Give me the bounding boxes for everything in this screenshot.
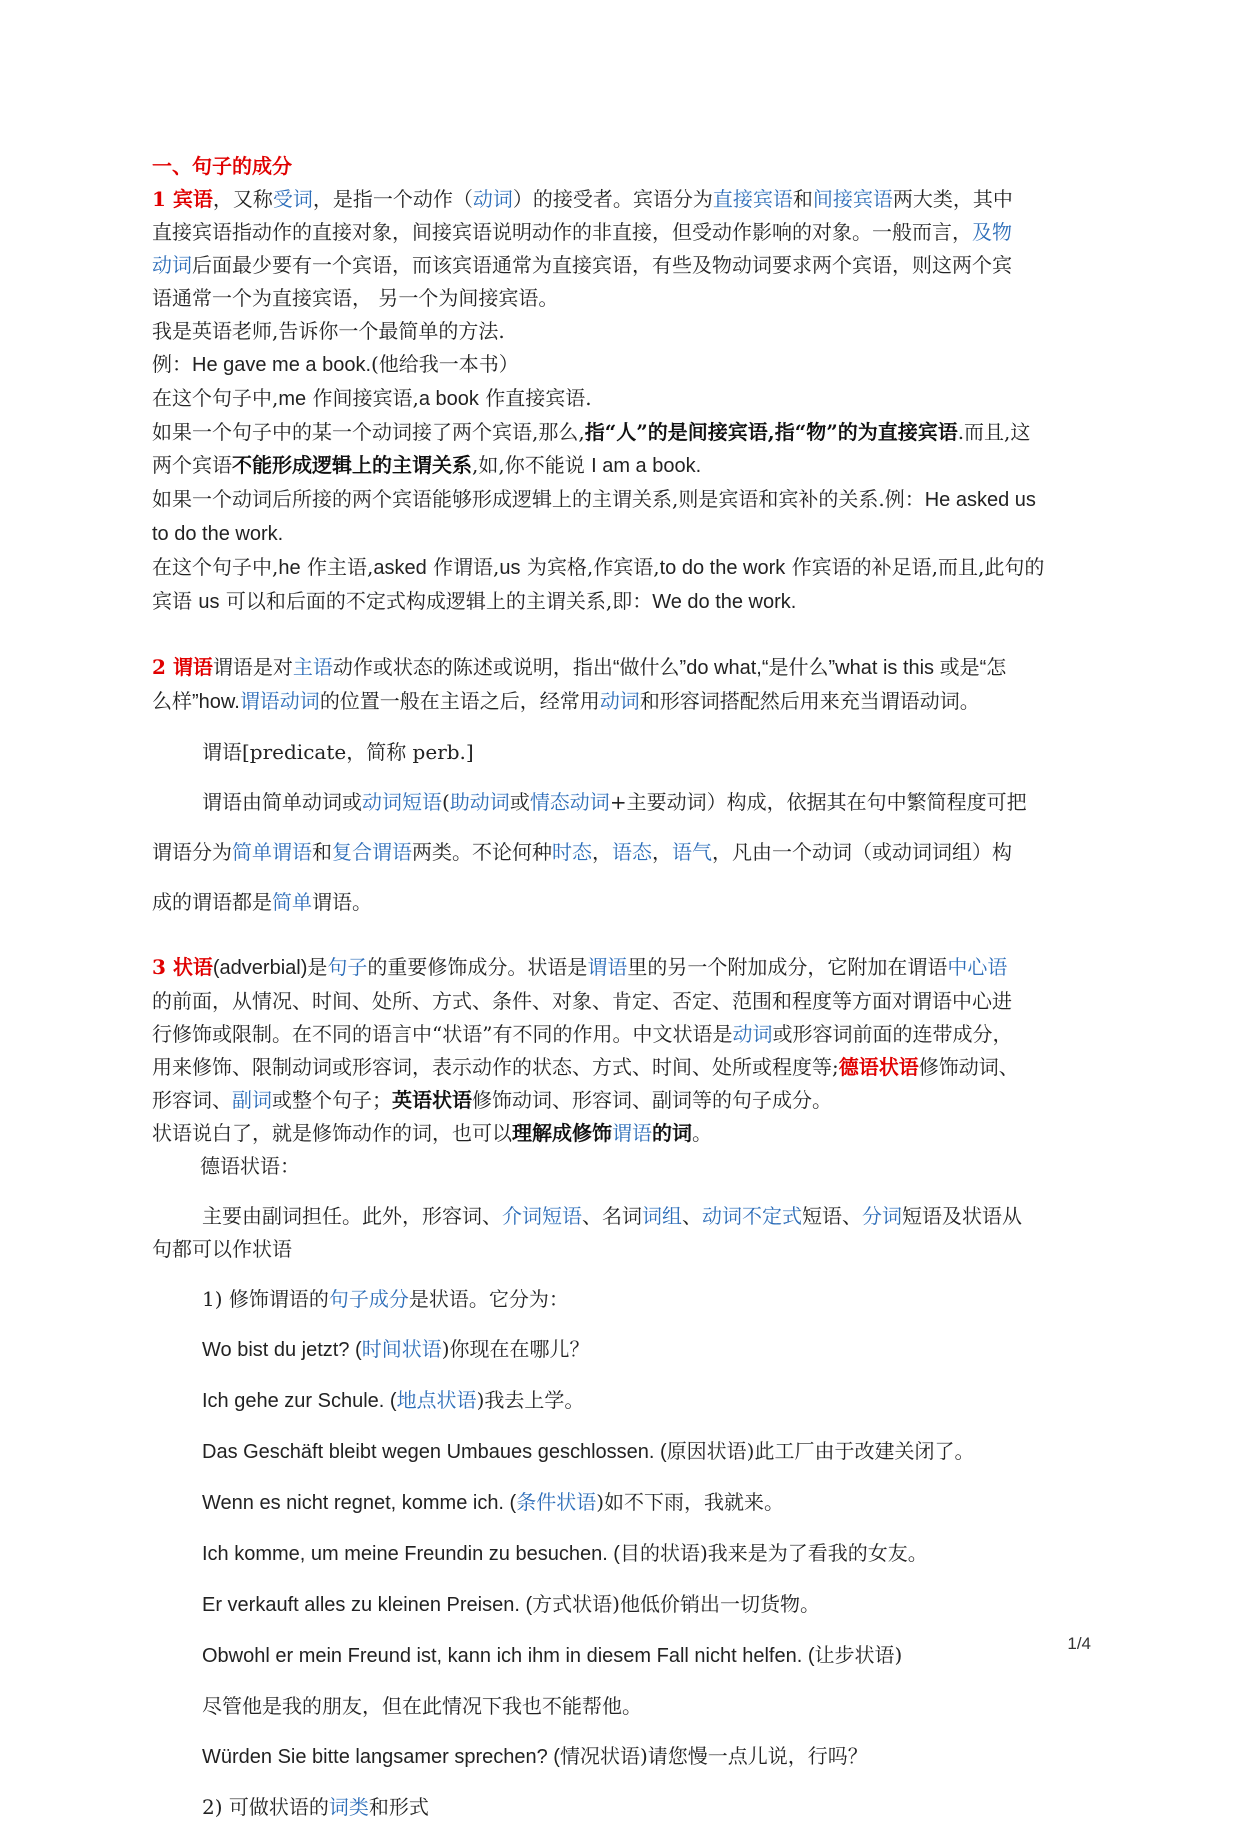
link-term[interactable]: 主语 [292,655,333,679]
text-span: 和形容词搭配然后用来充当谓语动词。 [639,689,980,713]
line-gap [152,719,1092,736]
link-term[interactable]: 地点状语 [396,1388,477,1412]
link-term[interactable]: 句子成分 [328,1287,409,1311]
link-term[interactable]: 条件状语 [516,1490,597,1514]
link-term[interactable]: 复合谓语 [332,840,412,864]
text-span: 或形容词前面的连带成分， [772,1022,1013,1046]
text-line [152,282,1092,315]
link-term[interactable]: 副词 [232,1088,272,1112]
link-term[interactable]: 谓语动词 [239,689,320,713]
text-span: ， [592,840,612,864]
text-span: 和 [312,840,332,864]
text-span: 两类。不论何种 [412,840,552,864]
text-line [152,551,1092,585]
text-span: 形容词、 [152,1088,232,1112]
text-span: 用来修饰、限制动词或形容词，表示动作的状态、方式、时间、处所或程度等; [152,1055,839,1079]
link-term[interactable]: 语气 [672,840,712,864]
link-term[interactable]: 词组 [642,1204,682,1228]
text-span: +主要动词）构成，依据其在句中繁简程度可把 [609,790,1027,814]
link-term[interactable]: 动词 [152,253,192,277]
link-term[interactable]: 情态动词 [529,790,610,814]
text-span: 直接宾语指动作的直接对象，间接宾语说明动作的非直接，但受动作影响的对象。一般而言， [152,220,972,244]
text-line [152,1384,1092,1418]
text-span: ,如,你不能说 [472,453,592,477]
text-span: 谓语分为 [152,840,232,864]
text-span: 作主语, [300,555,374,579]
text-span: me [278,388,307,410]
text-span: 的位置一般在主语之后，经常用 [319,689,600,713]
text-span: 谓语是对 [212,655,293,679]
text-span: 德语状语： [200,1154,300,1178]
link-term[interactable]: 词类 [328,1795,369,1819]
text-span: Wenn es nicht regnet, komme ich. ( [202,1492,517,1514]
text-span: .而且,这 [957,420,1031,444]
link-term[interactable]: 简单谓语 [232,840,312,864]
line-gap [152,1183,1092,1200]
text-line [152,1283,1092,1316]
text-line [152,416,1092,449]
text-line [152,651,1092,685]
text-span: ( [442,790,450,814]
text-span: 为宾格,作宾语, [520,555,660,579]
text-span: I am a book. [591,455,702,477]
text-span: )你现在在哪儿？ [441,1337,590,1361]
text-span: 里的另一个附加成分，它附加在谓语 [627,955,948,979]
line-gap [152,769,1092,786]
text-span: 短语及状语从 [902,1204,1022,1228]
text-line [152,985,1092,1018]
text-line [152,315,1092,348]
text-line [152,951,1092,985]
paragraph-gap [152,619,1092,651]
text-line [152,1018,1092,1051]
text-span: 如果一个动词后所接的两个宾语能够形成逻辑上的主谓关系,则是宾语和宾补的关系.例： [152,487,925,511]
text-span: (他给我一本书） [371,352,519,376]
text-span: 后面最少要有一个宾语，而该宾语通常为直接宾语，有些及物动词要求两个宾语，则这两个宾 [192,253,1012,277]
text-span: 、 [682,1204,702,1228]
line-gap [152,1723,1092,1740]
text-line [152,449,1092,483]
text-line [152,1486,1092,1520]
text-span: (adverbial) [212,957,308,979]
text-span: to do the work [659,557,786,579]
text-span: 理解成修饰 [512,1121,612,1145]
text-line [152,886,1092,919]
text-span: 让步状语) [814,1643,903,1667]
text-line [152,685,1092,719]
text-line [152,1150,1092,1183]
link-term[interactable]: 助动词 [449,790,510,814]
text-line [152,1740,1092,1774]
document-body [152,150,1092,1824]
text-line [152,1791,1092,1824]
text-span: a book [418,388,479,410]
text-line [152,1084,1092,1117]
line-gap [152,1367,1092,1384]
line-gap [152,1316,1092,1333]
line-gap [152,1469,1092,1486]
link-term[interactable]: 动词不定式 [702,1204,802,1228]
text-line [152,1117,1092,1150]
link-term[interactable]: 受词 [272,187,313,211]
text-span: ， [652,840,672,864]
text-span: )我去上学。 [476,1388,585,1412]
text-span: 尽管他是我的朋友，但在此情况下我也不能帮他。 [202,1694,642,1718]
link-term[interactable]: 分词 [862,1204,902,1228]
text-line [152,1588,1092,1622]
link-term[interactable]: 直接宾语 [712,187,793,211]
line-gap [152,1520,1092,1537]
text-line [152,1333,1092,1367]
link-term[interactable]: 简单 [272,890,312,914]
text-span: He asked us [924,489,1036,511]
link-term[interactable]: 语态 [612,840,652,864]
text-span: 谓语由简单动词或 [202,790,362,814]
link-term[interactable]: 时间状语 [361,1337,442,1361]
text-line [152,1051,1092,1084]
text-span: 两大类，其中 [892,187,1013,211]
text-span: 指“人”的是间接宾语,指“物”的为直接宾语 [584,420,958,444]
text-span: asked [373,557,427,579]
text-line [152,382,1092,416]
text-span: Würden Sie bitte langsamer sprechen? ( [202,1746,560,1768]
text-span: 状语说白了，就是修饰动作的词，也可以 [152,1121,512,1145]
text-span: 短语、 [802,1204,862,1228]
text-span: 是 [307,955,328,979]
text-line [152,1233,1092,1266]
text-line [152,1537,1092,1571]
section-heading: 德语状语 [838,1055,919,1079]
section-heading: 3 状语 [152,955,213,979]
text-span: ，又称 [212,187,273,211]
text-line [152,216,1092,249]
paragraph-gap [152,919,1092,951]
line-gap [152,869,1092,886]
text-line [152,585,1092,619]
text-span: Wo bist du jetzt? ( [202,1339,362,1361]
text-span: He gave me a book. [192,354,371,376]
text-span: 目的状语)我来是为了看我的女友。 [619,1541,928,1565]
text-line [152,483,1092,517]
text-span: 。 [692,1121,712,1145]
line-gap [152,1622,1092,1639]
text-span: 作宾语的补足语,而且,此句的 [785,555,1045,579]
text-span: 的前面，从情况、时间、处所、方式、条件、对象、肯定、否定、范围和程度等方面对谓语中心进 [152,989,1012,1013]
text-span: 或整个句子； [272,1088,392,1112]
text-span: to do the work. [152,523,284,545]
section-heading: 一、句子的成分 [152,154,292,178]
link-term[interactable]: 时态 [552,840,592,864]
text-span: Das Geschäft bleibt wegen Umbaues geschlossen. ( [202,1441,667,1463]
text-span: 2) 可做状语的 [202,1795,329,1819]
text-line [152,1435,1092,1469]
text-line [152,1200,1092,1233]
link-term[interactable]: 动词短语 [362,790,442,814]
text-span: ）的接受者。宾语分为 [512,187,713,211]
section-heading: 1 宾语 [152,187,213,211]
text-span: 语通常一个为直接宾语， 另一个为间接宾语。 [152,286,559,310]
text-span: ，凡由一个动词（或动词词组）构 [712,840,1012,864]
line-gap [152,1774,1092,1791]
link-term[interactable]: 动词 [732,1022,773,1046]
line-gap [152,1571,1092,1588]
text-span: 作间接宾语, [306,386,419,410]
text-line [152,1639,1092,1673]
text-span: ，是指一个动作（ [312,187,473,211]
link-term[interactable]: 间接宾语 [812,187,893,211]
link-term[interactable]: 动词 [472,187,513,211]
text-span: Ich komme, um meine Freundin zu besuchen. ( [202,1543,620,1565]
text-line [152,348,1092,382]
line-gap [152,1266,1092,1283]
text-span: 主要由副词担任。此外，形容词、 [202,1204,502,1228]
text-span: 的词 [652,1121,692,1145]
text-span: 我是英语老师,告诉你一个最简单的方法. [152,319,505,343]
text-span: 情况状语)请您慢一点儿说，行吗？ [559,1744,868,1768]
link-term[interactable]: 及物 [972,220,1012,244]
text-span: 如果一个句子中的某一个动词接了两个宾语,那么, [152,420,585,444]
text-line [152,183,1092,216]
text-span: 方式状语)他低价销出一切货物。 [532,1592,820,1616]
text-span: 指出“做什么”do what,“是什么”what is this 或是“怎 [572,657,1007,679]
text-line [152,1690,1092,1723]
section-heading: 2 谓语 [152,655,213,679]
text-span: 么样”how. [152,691,240,713]
text-span: 修饰动词、 [918,1055,1019,1079]
link-term[interactable]: 介词短语 [502,1204,582,1228]
page-number: 1/4 [1067,1634,1091,1653]
text-span: 谓语[predicate，简称 perb.] [202,740,474,764]
text-span: 和形式 [368,1795,429,1819]
text-span: 宾语 [152,589,199,613]
text-span: 例： [152,352,192,376]
line-gap [152,1673,1092,1690]
text-line [152,150,1092,183]
text-line [152,786,1092,819]
text-line [152,517,1092,551]
text-span: he [278,557,301,579]
text-span: 谓语。 [312,890,372,914]
text-span: Obwohl er mein Freund ist, kann ich ihm in diesem Fall nicht helfen. ( [202,1645,815,1667]
text-span: 不能形成逻辑上的主谓关系 [232,453,472,477]
text-span: 和 [792,187,813,211]
text-span: 修饰动词、形容词、副词等的句子成分。 [472,1088,832,1112]
link-term[interactable]: 动词 [599,689,640,713]
text-line [152,249,1092,282]
text-span: 成的谓语都是 [152,890,272,914]
text-span: 作直接宾语. [478,386,592,410]
text-span: 、名词 [582,1204,642,1228]
text-span: 在这个句子中, [152,386,279,410]
text-span: We do the work. [652,591,797,613]
text-span: 在这个句子中, [152,555,279,579]
text-span: 可以和后面的不定式构成逻辑上的主谓关系,即： [219,589,653,613]
text-span: us [198,591,220,613]
text-span: 原因状语)此工厂由于改建关闭了。 [666,1439,975,1463]
text-span: Ich gehe zur Schule. ( [202,1390,397,1412]
text-span: 或 [509,790,530,814]
text-span: 1) 修饰谓语的 [202,1287,329,1311]
link-term[interactable]: 中心语 [947,955,1008,979]
text-span: )如不下雨，我就来。 [596,1490,785,1514]
text-line [152,736,1092,769]
link-term[interactable]: 句子 [327,955,368,979]
text-span: Er verkauft alles zu kleinen Preisen. ( [202,1594,533,1616]
text-span: us [499,557,521,579]
text-span: 句都可以作状语 [152,1237,292,1261]
text-span: 英语状语 [392,1088,472,1112]
text-span: 作谓语, [426,555,500,579]
text-span: 动作或状态的陈述或说明， [332,655,573,679]
text-span: 两个宾语 [152,453,232,477]
line-gap [152,1418,1092,1435]
link-term[interactable]: 谓语 [612,1121,652,1145]
text-span: 是状语。它分为： [408,1287,569,1311]
line-gap [152,819,1092,836]
link-term[interactable]: 谓语 [587,955,628,979]
text-line [152,836,1092,869]
text-span: 行修饰或限制。在不同的语言中“状语”有不同的作用。中文状语是 [152,1022,733,1046]
text-span: 的重要修饰成分。状语是 [367,955,588,979]
